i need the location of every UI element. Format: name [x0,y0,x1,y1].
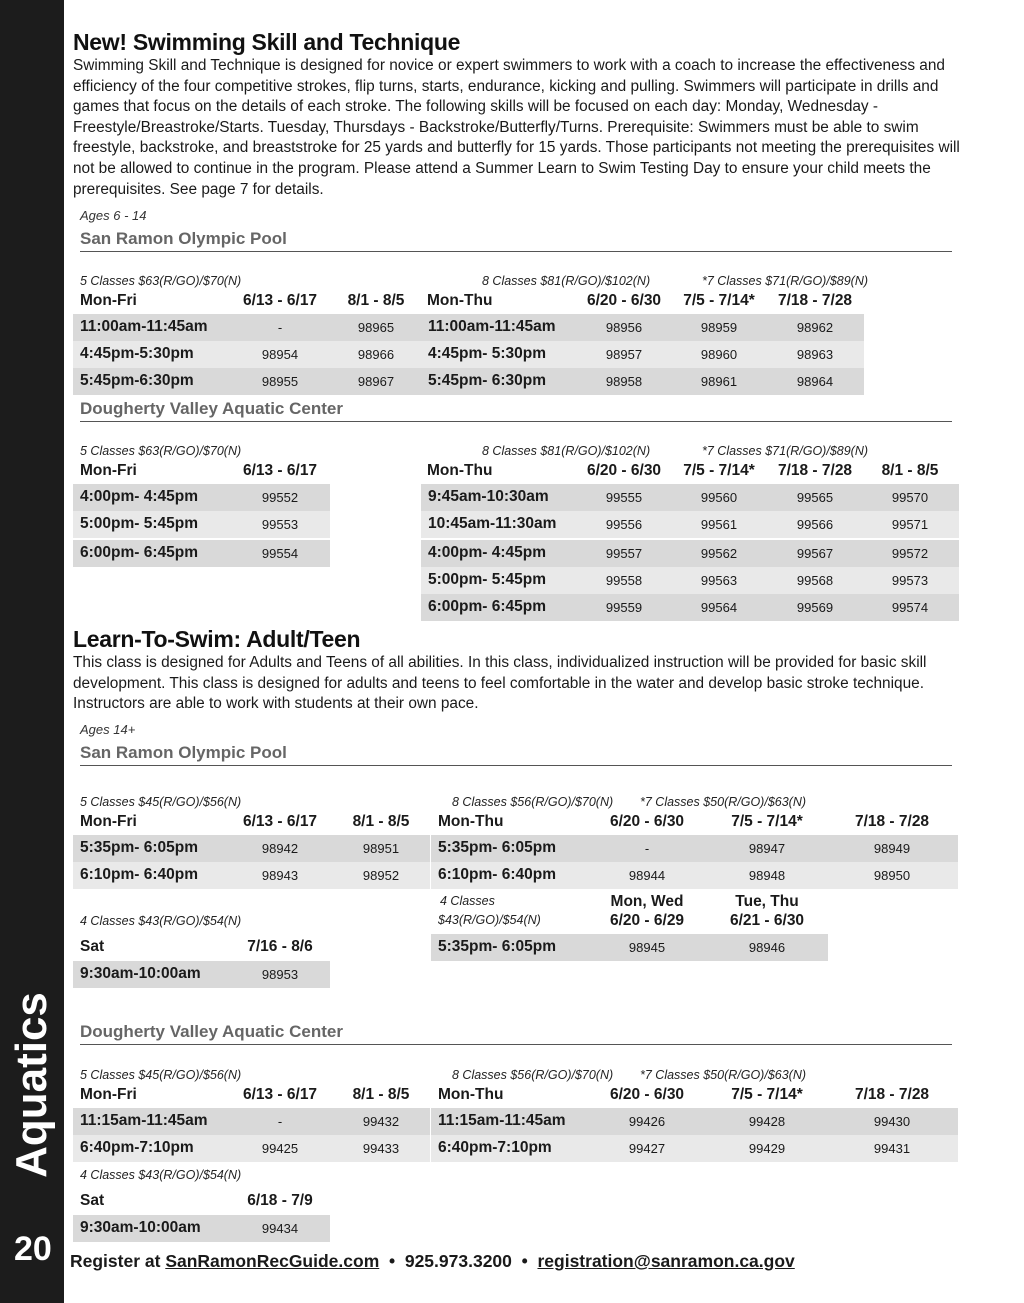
course-code: 98960 [700,347,738,362]
course-code: 98945 [628,940,666,955]
course-code: 99562 [700,546,738,561]
price-label: 8 Classes $56(R/GO)/$70(N) [452,1068,614,1082]
ages-label: Ages 6 - 14 [80,208,147,223]
table-row [421,368,864,395]
table-row [73,835,430,862]
course-code: - [644,841,650,856]
course-code: 99561 [700,517,738,532]
course-code: 98958 [605,374,643,389]
course-code: 98962 [796,320,834,335]
days-header: Sat [80,938,105,955]
table-row [421,594,959,621]
date-header: 6/13 - 6/17 [242,462,318,479]
course-code: 98952 [362,868,400,883]
section-title: Learn-To-Swim: Adult/Teen [73,626,361,652]
course-code: 99570 [891,490,929,505]
course-code: 99568 [796,573,834,588]
website-link[interactable]: SanRamonRecGuide.com [165,1251,380,1271]
sidebar [0,0,64,1303]
price-label: 4 Classes $43(R/GO)/$54(N) [80,1168,242,1182]
course-code: 99433 [362,1141,400,1156]
course-code: 98946 [748,940,786,955]
time-cell: 4:45pm-5:30pm [80,345,194,362]
table-row [73,961,330,988]
price-label: 5 Classes $63(R/GO)/$70(N) [80,444,242,458]
date-header: 7/18 - 7/28 [854,813,930,830]
course-code: 99430 [873,1114,911,1129]
course-code: 98963 [796,347,834,362]
table-row [73,341,421,368]
course-code: 99426 [628,1114,666,1129]
date-header: 6/20 - 6/30 [586,462,662,479]
course-code: 98954 [261,347,299,362]
table-row [73,368,421,395]
date-header: 7/5 - 7/14* [731,1086,803,1103]
course-code: 99431 [873,1141,911,1156]
date-header: 6/20 - 6/29 [609,912,685,929]
email-link[interactable]: registration@sanramon.ca.gov [537,1251,795,1271]
date-header: 6/20 - 6/30 [609,813,685,830]
course-code: 98949 [873,841,911,856]
date-header: 6/18 - 7/9 [247,1192,313,1209]
time-cell: 11:15am-11:45am [80,1112,208,1129]
course-code: 99569 [796,600,834,615]
date-header: 8/1 - 8/5 [347,292,405,309]
date-header: 7/18 - 7/28 [777,292,853,309]
time-cell: 9:30am-10:00am [80,1219,201,1236]
course-code: 99564 [700,600,738,615]
time-cell: 5:35pm- 6:05pm [438,938,557,955]
course-code: 98961 [700,374,738,389]
time-cell: 11:15am-11:45am [438,1112,566,1129]
page-number: 20 [14,1230,52,1268]
section-description: This class is designed for Adults and Teens of all abilities. In this class, individualized instruction will be provided for basic skill development. This class is designed for adults and teens to feel comfortable in the water and develop basic stroke technique. Instructors are able to work with students at their own pace. [73,654,927,713]
table-row [421,484,959,511]
days-header: Sat [80,1192,105,1209]
time-cell: 5:35pm- 6:05pm [80,839,199,856]
footer [70,1251,795,1272]
time-cell: 4:00pm- 4:45pm [428,544,547,561]
days-header: Mon-Thu [427,462,493,479]
section-label: Aquatics [7,992,56,1178]
table-row [73,1215,330,1242]
price-label: 8 Classes $56(R/GO)/$70(N) [452,795,614,809]
course-code: 99432 [362,1114,400,1129]
date-header: 6/13 - 6/17 [242,292,318,309]
price-label: *7 Classes $50(R/GO)/$63(N) [640,795,807,809]
course-code: 98947 [748,841,786,856]
venue-heading: San Ramon Olympic Pool [80,229,952,252]
course-code: 99560 [700,490,738,505]
venue-heading: Dougherty Valley Aquatic Center [80,399,952,422]
price-label: *7 Classes $50(R/GO)/$63(N) [640,1068,807,1082]
date-header: 7/5 - 7/14* [683,462,755,479]
price-label: 5 Classes $63(R/GO)/$70(N) [80,274,242,288]
time-cell: 6:40pm-7:10pm [80,1139,194,1156]
table-row [421,511,959,538]
table-row [73,314,421,341]
time-cell: 6:00pm- 6:45pm [428,598,547,615]
course-code: 99574 [891,600,929,615]
days-header: Mon-Fri [80,1086,137,1103]
date-header: 6/13 - 6/17 [242,1086,318,1103]
date-header: 6/20 - 6/30 [586,292,662,309]
price-label: $43(R/GO)/$54(N) [438,913,541,927]
course-code: 99555 [605,490,643,505]
date-header: 8/1 - 8/5 [881,462,939,479]
course-code: 99434 [261,1221,299,1236]
date-header: 7/16 - 8/6 [247,938,313,955]
price-label: *7 Classes $71(R/GO)/$89(N) [702,444,869,458]
days-header: Mon-Fri [80,813,137,830]
table-row [421,341,864,368]
days-header: Tue, Thu [735,893,799,910]
time-cell: 9:30am-10:00am [80,965,201,982]
course-code: 98966 [357,347,395,362]
date-header: 7/5 - 7/14* [683,292,755,309]
time-cell: 5:00pm- 5:45pm [428,571,547,588]
phone-number: 925.973.3200 [404,1251,512,1271]
course-code: 98959 [700,320,738,335]
course-code: - [277,320,283,335]
course-code: 99552 [261,490,299,505]
table-row [73,511,330,538]
table-row [73,1108,430,1135]
date-header: 8/1 - 8/5 [352,813,410,830]
course-code: 99567 [796,546,834,561]
time-cell: 6:40pm-7:10pm [438,1139,552,1156]
date-header: 7/18 - 7/28 [854,1086,930,1103]
ages-label: Ages 14+ [80,722,136,737]
time-cell: 5:00pm- 5:45pm [80,515,199,532]
table-row [73,540,330,567]
days-header: Mon-Fri [80,292,137,309]
course-code: - [277,1114,283,1129]
time-cell: 4:00pm- 4:45pm [80,488,199,505]
price-label: 5 Classes $45(R/GO)/$56(N) [80,1068,242,1082]
time-cell: 5:35pm- 6:05pm [438,839,557,856]
course-code: 98957 [605,347,643,362]
course-code: 99571 [891,517,929,532]
table-row [431,1108,958,1135]
price-label: 5 Classes $45(R/GO)/$56(N) [80,795,242,809]
table-row [73,484,330,511]
date-header: 6/20 - 6/30 [609,1086,685,1103]
table-row [431,1135,958,1162]
course-code: 98964 [796,374,834,389]
date-header: 6/21 - 6/30 [729,912,805,929]
days-header: Mon-Fri [80,462,137,479]
course-code: 98944 [628,868,666,883]
date-header: 6/13 - 6/17 [242,813,318,830]
time-cell: 6:00pm- 6:45pm [80,544,199,561]
course-code: 98965 [357,320,395,335]
price-label: 4 Classes $43(R/GO)/$54(N) [80,914,242,928]
course-code: 98948 [748,868,786,883]
date-header: 8/1 - 8/5 [352,1086,410,1103]
table-row [421,314,864,341]
course-code: 99429 [748,1141,786,1156]
time-cell: 9:45am-10:30am [428,488,549,505]
course-code: 98942 [261,841,299,856]
course-code: 98967 [357,374,395,389]
course-code: 98951 [362,841,400,856]
section-title: New! Swimming Skill and Technique [73,29,461,55]
venue-heading: San Ramon Olympic Pool [80,743,952,766]
table-row [73,1135,430,1162]
time-cell: 10:45am-11:30am [428,515,557,532]
table-row [431,862,958,889]
table-row [73,862,430,889]
table-row [421,567,959,594]
price-label: 8 Classes $81(R/GO)/$102(N) [482,444,651,458]
time-cell: 5:45pm- 6:30pm [428,372,547,389]
table-row [431,934,828,961]
course-code: 99559 [605,600,643,615]
price-label: 4 Classes [440,894,495,908]
venue-heading: Dougherty Valley Aquatic Center [80,1022,952,1045]
course-code: 98950 [873,868,911,883]
course-code: 99553 [261,517,299,532]
price-label: *7 Classes $71(R/GO)/$89(N) [702,274,869,288]
course-code: 99557 [605,546,643,561]
course-code: 99572 [891,546,929,561]
course-code: 98956 [605,320,643,335]
course-code: 98953 [261,967,299,982]
course-code: 99573 [891,573,929,588]
course-code: 99563 [700,573,738,588]
time-cell: 6:10pm- 6:40pm [80,866,199,883]
time-cell: 11:00am-11:45am [428,318,556,335]
course-code: 99425 [261,1141,299,1156]
course-code: 99565 [796,490,834,505]
date-header: 7/5 - 7/14* [731,813,803,830]
price-label: 8 Classes $81(R/GO)/$102(N) [482,274,651,288]
time-cell: 4:45pm- 5:30pm [428,345,547,362]
section-description: Swimming Skill and Technique is designed for novice or expert swimmers to work with a coach to increase the effectiveness and efficiency of the four competitive strokes, flip turns, starts, endurance, kicking and pulling. Swimmers will participate in drills and games that focus on the details of each stroke. The following skills will be focused on each day: Monday, Wednesday - Freestyle/Breastroke/Starts. Tuesday, Thursdays - Backstroke/Butterfly/Turns. Prerequisite: Swimmers must be able to swim freestyle, backstroke, and breaststroke for 25 yards and butterfly for 15 yards. Those participants not meeting the prerequisites will not be allowed to continue in the program. Please attend a Summer Learn to Swim Testing Day to ensure your child meets the prerequisites. See page 7 for details. [73,57,960,198]
time-cell: 6:10pm- 6:40pm [438,866,557,883]
table-row [431,835,958,862]
days-header: Mon-Thu [438,813,504,830]
course-code: 99427 [628,1141,666,1156]
course-code: 99428 [748,1114,786,1129]
days-header: Mon-Thu [427,292,493,309]
days-header: Mon, Wed [610,893,684,910]
footer-prefix: Register at [70,1251,166,1271]
course-code: 98943 [261,868,299,883]
date-header: 7/18 - 7/28 [777,462,853,479]
course-code: 99554 [261,546,299,561]
separator: • [511,1251,538,1271]
time-cell: 5:45pm-6:30pm [80,372,194,389]
table-row [421,540,959,567]
time-cell: 11:00am-11:45am [80,318,208,335]
course-code: 98955 [261,374,299,389]
course-code: 99558 [605,573,643,588]
days-header: Mon-Thu [438,1086,504,1103]
course-code: 99556 [605,517,643,532]
course-code: 99566 [796,517,834,532]
separator: • [379,1251,405,1271]
